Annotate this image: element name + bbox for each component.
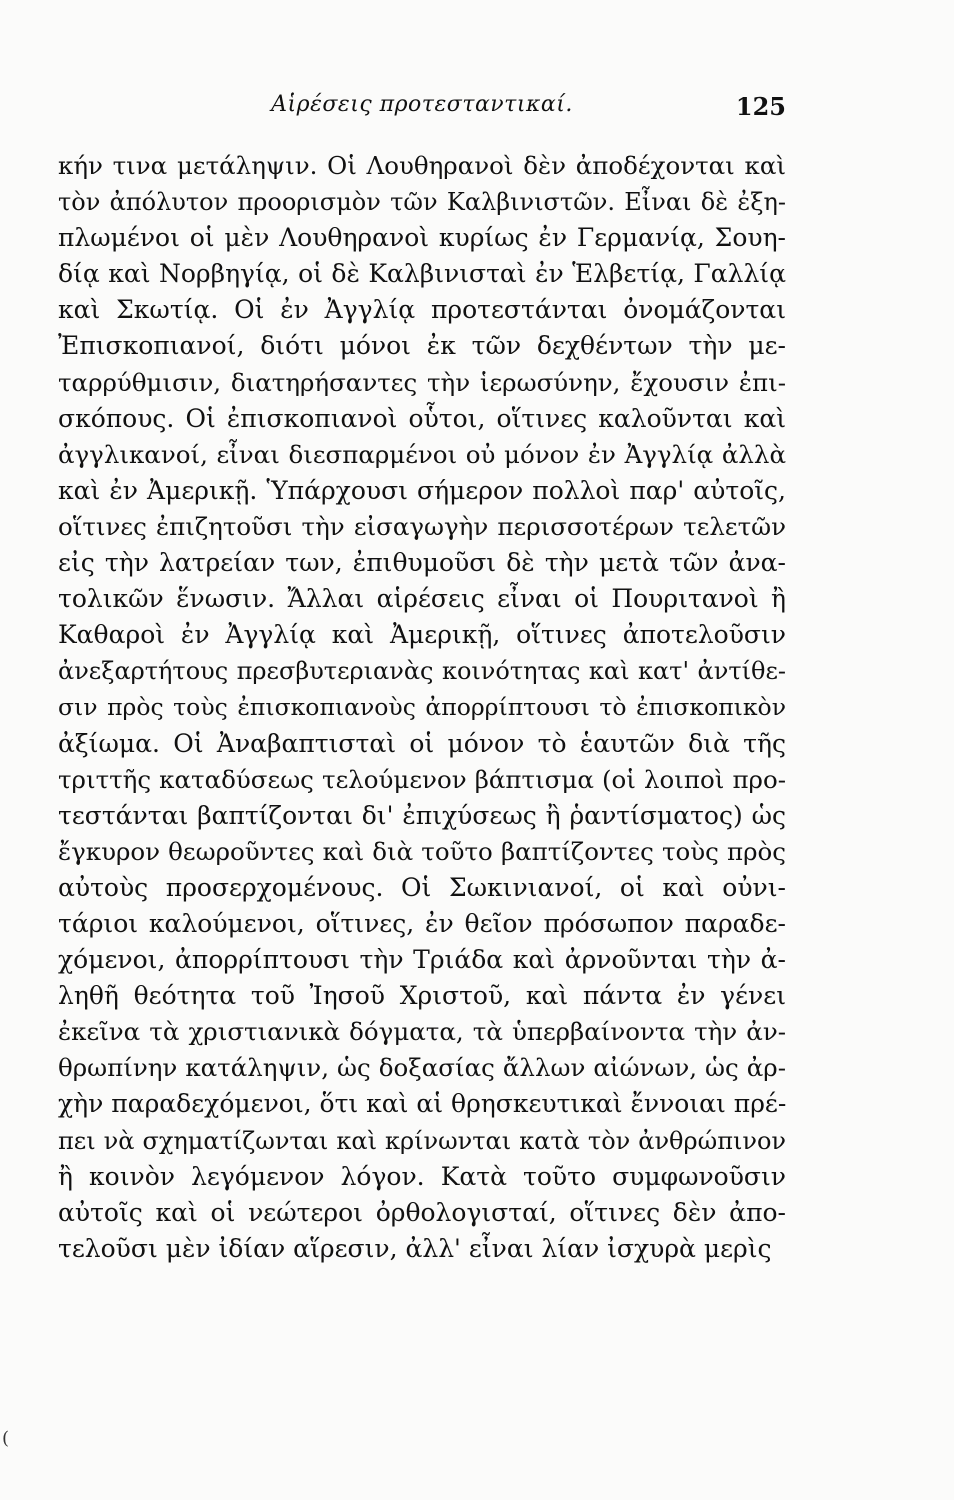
text-line: πλωμένοι οἱ μὲν Λουθηρανοὶ κυρίως ἐν Γερμανίᾳ, Σουη- <box>58 223 786 253</box>
text-line: ἢ κοινὸν λεγόμενον λόγον. Κατὰ τοῦτο συμφωνοῦσιν <box>58 1161 786 1191</box>
text-line: καὶ Σκωτίᾳ. Οἱ ἐν Ἀγγλίᾳ προτεστάνται ὀνομάζονται <box>58 295 786 325</box>
text-line: καὶ ἐν Ἀμερικῇ. Ὑπάρχουσι σήμερον πολλοὶ παρ' αὐτοῖς, <box>58 475 786 505</box>
text-line: σιν πρὸς τοὺς ἐπισκοπιανοὺς ἀπορρίπτουσι τὸ ἐπισκοπικὸν <box>58 693 786 722</box>
text-line: χὴν παραδεχόμενοι, ὅτι καὶ αἱ θρησκευτικαὶ ἔννοιαι πρέ- <box>58 1089 786 1119</box>
text-line: αὐτοῖς καὶ οἱ νεώτεροι ὀρθολογισταί, οἵτινες δὲν ἀπο- <box>58 1197 786 1227</box>
text-line: εἰς τὴν λατρείαν των, ἐπιθυμοῦσι δὲ τὴν μετὰ τῶν ἀνα- <box>58 548 786 578</box>
text-line: ληθῆ θεότητα τοῦ Ἰησοῦ Χριστοῦ, καὶ πάντα ἐν γένει <box>58 981 786 1011</box>
text-line: ταρρύθμισιν, διατηρήσαντες τὴν ἱερωσύνην, ἔχουσιν ἐπι- <box>58 367 786 397</box>
text-line: τριττῆς καταδύσεως τελούμενον βάπτισμα (οἱ λοιποὶ προ- <box>58 764 786 794</box>
text-line: κήν τινα μετάληψιν. Οἱ Λουθηρανοὶ δὲν ἀποδέχονται καὶ <box>58 151 786 180</box>
body-text <box>58 148 786 1267</box>
text-line: σκόπους. Οἱ ἐπισκοπιανοὶ οὗτοι, οἵτινες καλοῦνται καὶ <box>58 403 786 433</box>
text-line: χόμενοι, ἀπορρίπτουσι τὴν Τριάδα καὶ ἀρνοῦνται τὴν ἀ- <box>58 945 786 975</box>
running-title: Αἱρέσεις προτεσταντικαί. <box>271 92 573 117</box>
page-number: 125 <box>735 92 786 121</box>
margin-mark: ( <box>2 1428 10 1449</box>
text-line: οἵτινες ἐπιζητοῦσι τὴν εἰσαγωγὴν περισσοτέρων τελετῶν <box>58 511 786 541</box>
text-line: τάριοι καλούμενοι, οἵτινες, ἐν θεῖον πρόσωπον παραδε- <box>58 908 786 938</box>
text-line: ἀνεξαρτήτους πρεσβυτεριανὰς κοινότητας καὶ κατ' ἀντίθε- <box>58 657 786 686</box>
text-line: τὸν ἀπόλυτον προορισμὸν τῶν Καλβινιστῶν. Εἶναι δὲ ἐξη- <box>58 188 786 217</box>
text-line: ἐκεῖνα τὰ χριστιανικὰ δόγματα, τὰ ὑπερβαίνοντα τὴν ἀν- <box>58 1017 786 1047</box>
text-line: ἀγγλικανοί, εἶναι διεσπαρμένοι οὐ μόνον ἐν Ἀγγλίᾳ ἀλλὰ <box>58 439 786 469</box>
text-line: Καθαροὶ ἐν Ἀγγλίᾳ καὶ Ἀμερικῇ, οἵτινες ἀποτελοῦσιν <box>58 620 786 650</box>
text-line: δίᾳ καὶ Νορβηγίᾳ, οἱ δὲ Καλβινισταὶ ἐν Ἑλβετίᾳ, Γαλλίᾳ <box>58 259 786 289</box>
text-line: πει νὰ σχηματίζωνται καὶ κρίνωνται κατὰ τὸν ἀνθρώπινον <box>58 1126 786 1155</box>
text-line: ἔγκυρον θεωροῦντες καὶ διὰ τοῦτο βαπτίζοντες τοὺς πρὸς <box>58 836 786 866</box>
page-header <box>58 92 786 132</box>
text-line: θρωπίνην κατάληψιν, ὡς δοξασίας ἄλλων αἰώνων, ὡς ἀρ- <box>58 1053 786 1083</box>
text-line: Ἐπισκοπιανοί, διότι μόνοι ἐκ τῶν δεχθέντων τὴν με- <box>58 331 786 361</box>
text-line: ἀξίωμα. Οἱ Ἀναβαπτισταὶ οἱ μόνον τὸ ἑαυτῶν διὰ τῆς <box>58 728 786 758</box>
text-line: τολικῶν ἕνωσιν. Ἄλλαι αἱρέσεις εἶναι οἱ Πουριτανοὶ ἢ <box>58 584 786 614</box>
text-line: αὐτοὺς προσερχομένους. Οἱ Σωκινιανοί, οἱ καὶ οὐνι- <box>58 872 786 902</box>
text-line: τελοῦσι μὲν ἰδίαν αἵρεσιν, ἀλλ' εἶναι λίαν ἰσχυρὰ μερὶς <box>58 1233 772 1263</box>
text-line: τεστάνται βαπτίζονται δι' ἐπιχύσεως ἢ ῥαντίσματος) ὡς <box>58 800 786 830</box>
